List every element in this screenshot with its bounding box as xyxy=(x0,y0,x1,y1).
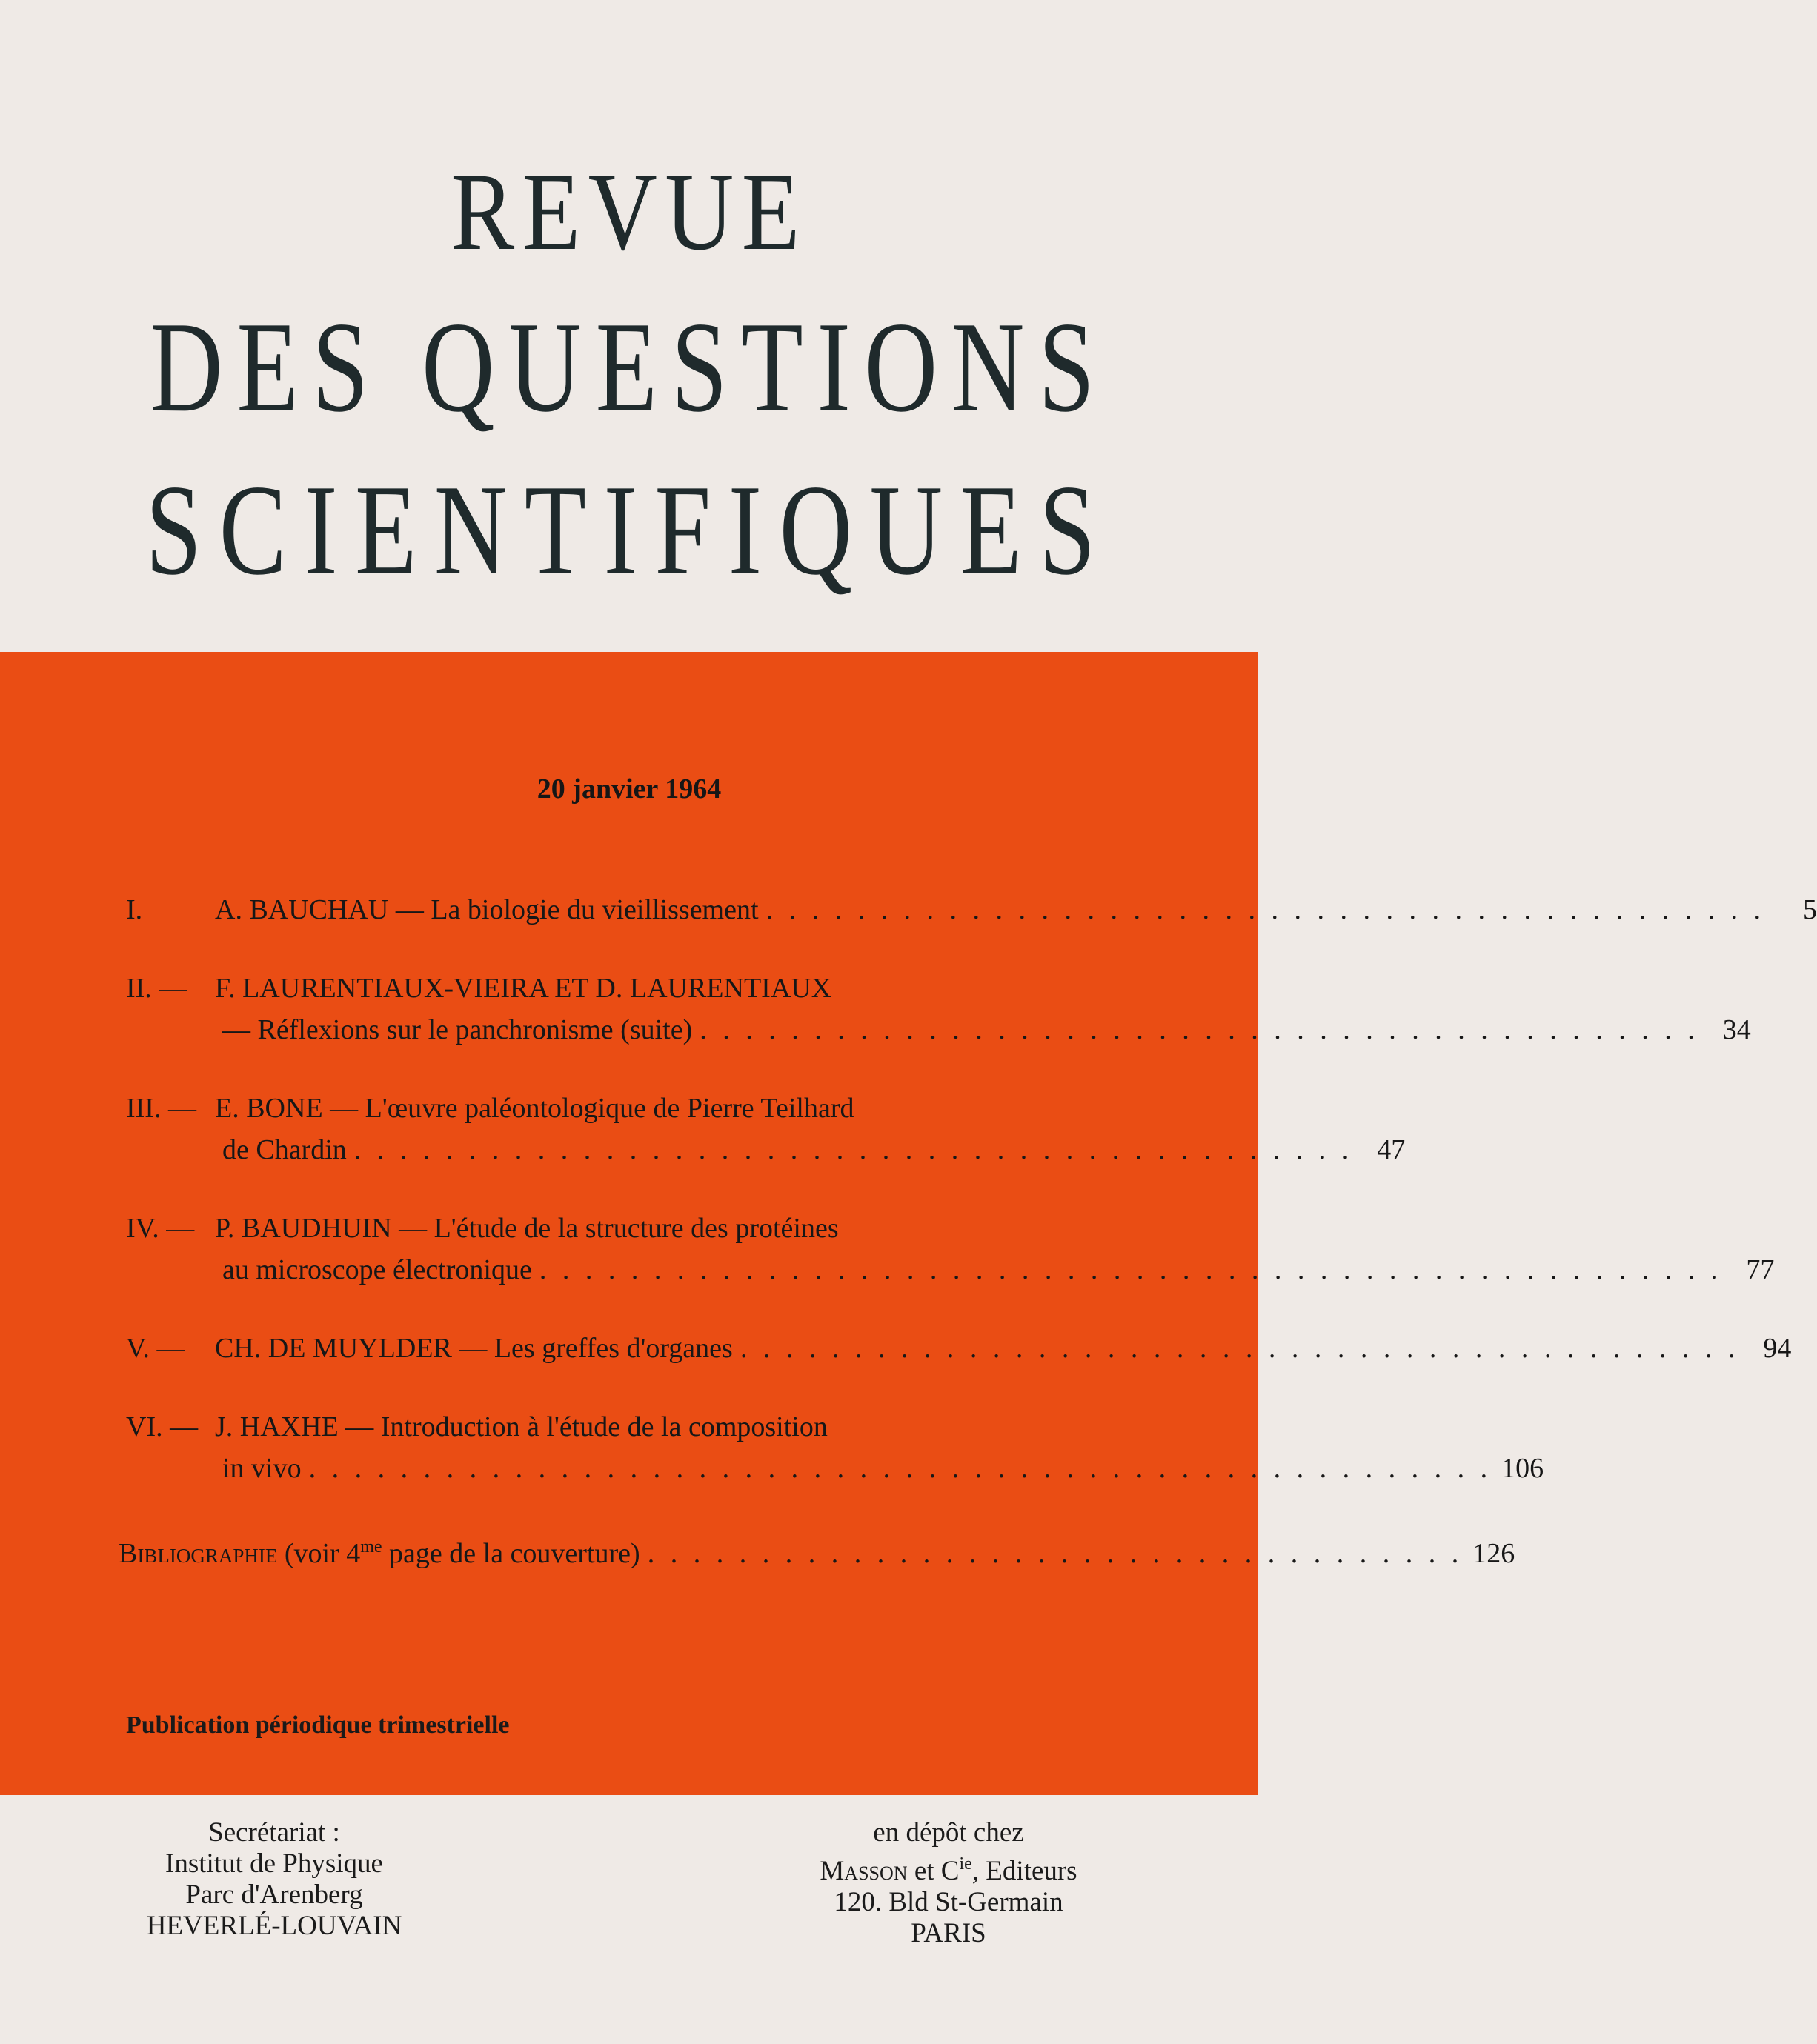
publisher-name-line xyxy=(763,1848,1134,1887)
secretariat-heading: Secrétariat : xyxy=(208,1817,340,1848)
toc-entry-number: VI. — xyxy=(126,1411,199,1442)
toc-entry-number: IV. — xyxy=(126,1213,195,1244)
toc-entry-page: 94 xyxy=(1763,1333,1792,1364)
toc-entry-page: 47 xyxy=(1377,1134,1406,1165)
toc-entry-title: A. BAUCHAU — La biologie du vieillissement xyxy=(215,894,759,925)
dot-leader: . . . . . . . . . . . . . . . . . . . . . . . . . . . . . . . . . . . . . . . . . . . . xyxy=(353,1134,1354,1165)
contents-band xyxy=(0,652,1817,1795)
toc-entry-3 xyxy=(126,1088,1406,1171)
publisher-street: 120. Bld St-Germain xyxy=(834,1887,1063,1917)
footer xyxy=(0,1795,1258,2044)
toc-entry-title: E. BONE — L'œuvre paléontologique de Pierre Teilhard xyxy=(215,1093,854,1124)
toc-entry-title: J. HAXHE — Introduction à l'étude de la composition xyxy=(215,1411,828,1442)
toc-entry-page: 126 xyxy=(1472,1538,1515,1569)
toc-entry-2 xyxy=(126,968,1751,1051)
secretariat-address xyxy=(104,1817,445,1942)
toc-entry-page: 34 xyxy=(1722,1014,1751,1045)
publisher-intro: en dépôt chez xyxy=(873,1817,1024,1848)
dot-leader: . . . . . . . . . . . . . . . . . . . . . . . . . . . . . . . . . . . . . . . . . . . . xyxy=(700,1014,1699,1045)
dot-leader: . . . . . . . . . . . . . . . . . . . . . . . . . . . . . . . . . . . . . . . . . . . . . . . . . . . . xyxy=(539,1254,1723,1285)
toc-entry-number: II. — xyxy=(126,973,187,1004)
toc-entry-title-cont: de Chardin xyxy=(222,1134,347,1165)
publisher-name: Masson xyxy=(820,1856,908,1886)
toc-entry-title-cont: in vivo xyxy=(222,1453,302,1484)
publisher-city: PARIS xyxy=(911,1918,986,1948)
toc-entry-4 xyxy=(126,1208,1775,1291)
toc-entry-6 xyxy=(126,1406,1544,1489)
toc-entry-number: I. xyxy=(126,894,143,925)
toc-entry-page: 77 xyxy=(1746,1254,1775,1285)
toc-entry-1 xyxy=(126,889,1817,931)
toc-entry-authors: F. LAURENTIAUX-VIEIRA ET D. LAURENTIAUX xyxy=(215,973,832,1004)
toc-entry-page: 5 xyxy=(1803,894,1817,925)
dot-leader: . . . . . . . . . . . . . . . . . . . . . . . . . . . . . . . . . . . . . . . . . . . . xyxy=(740,1333,1740,1364)
publisher-suffix: , Editeurs xyxy=(971,1856,1077,1886)
publication-note: Publication périodique trimestrielle xyxy=(126,1711,510,1739)
toc-entry-title: CH. DE MUYLDER — Les greffes d'organes xyxy=(215,1333,733,1364)
title-line-des-questions: DES QUESTIONS xyxy=(150,295,1109,439)
title-line-scientifiques: SCIENTIFIQUES xyxy=(145,458,1113,602)
dot-leader: . . . . . . . . . . . . . . . . . . . . . . . . . . . . . . . . . . . . . . . . . . . . xyxy=(765,894,1766,925)
bibliography-note-post: page de la couverture) xyxy=(382,1538,640,1569)
toc-entry-number: V. — xyxy=(126,1333,185,1364)
publisher-et: et C xyxy=(907,1856,960,1886)
toc-entry-number: III. — xyxy=(126,1093,196,1124)
bibliography-note-sup: me xyxy=(360,1537,382,1557)
publisher-sup: ie xyxy=(959,1854,972,1874)
bibliography-note-pre: (voir 4 xyxy=(284,1538,361,1569)
secretariat-institute: Institut de Physique xyxy=(165,1848,383,1879)
toc-entry-page: 106 xyxy=(1501,1453,1544,1484)
dot-leader: . . . . . . . . . . . . . . . . . . . . . . . . . . . . . . . . . . . . . . . . . . . . . . . . . . . . xyxy=(308,1453,1492,1484)
secretariat-city: HEVERLÉ-LOUVAIN xyxy=(146,1911,402,1941)
bibliography-label xyxy=(119,1526,640,1574)
title-line-revue: REVUE xyxy=(451,150,808,273)
toc-entry-bibliography xyxy=(119,1526,1515,1574)
dot-leader: . . . . . . . . . . . . . . . . . . . . . . . . . . . . . . . . . . . . xyxy=(647,1538,1464,1569)
table-of-contents xyxy=(119,889,1817,1611)
title-block xyxy=(0,0,1258,652)
bibliography-word: Bibliographie xyxy=(119,1538,278,1569)
toc-entry-title: — Réflexions sur le panchronisme (suite) xyxy=(222,1014,693,1045)
publisher-address xyxy=(763,1817,1134,1949)
issue-date: 20 janvier 1964 xyxy=(537,773,722,805)
toc-entry-title: P. BAUDHUIN — L'étude de la structure des protéines xyxy=(215,1213,839,1244)
secretariat-park: Parc d'Arenberg xyxy=(185,1880,363,1910)
toc-entry-title-cont: au microscope électronique xyxy=(222,1254,532,1285)
toc-entry-5 xyxy=(126,1328,1792,1369)
